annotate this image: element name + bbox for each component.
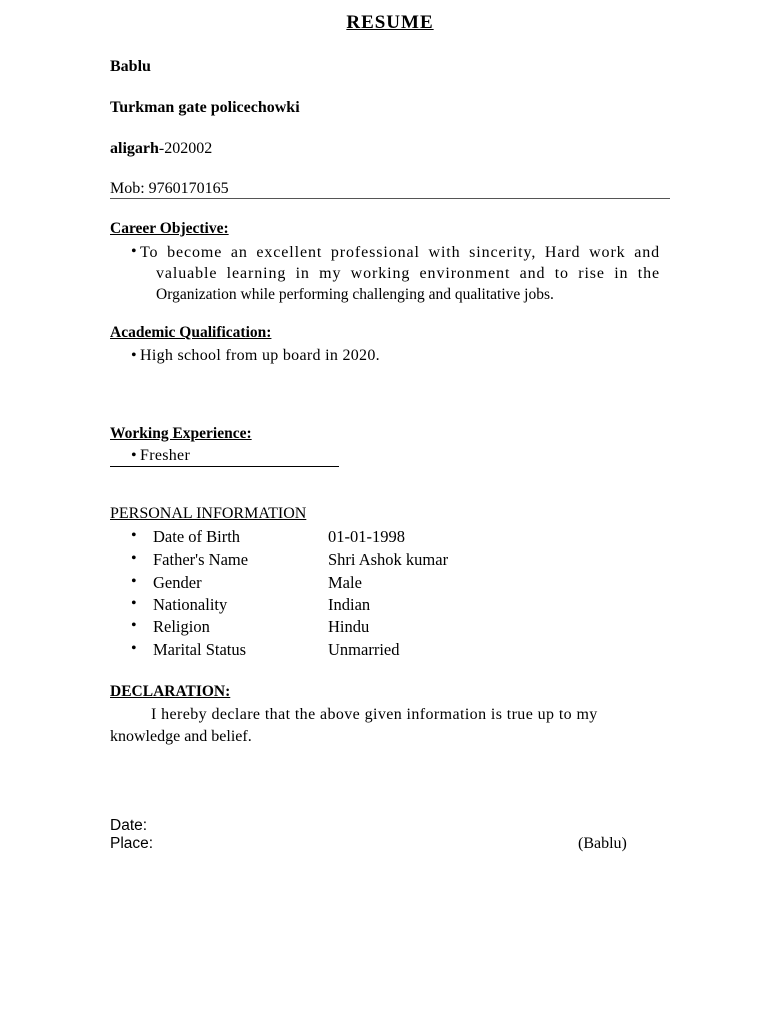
field-value: Shri Ashok kumar <box>328 550 449 569</box>
field-label: Gender <box>153 573 202 592</box>
career-objective-line: Organization while performing challenging and qualitative jobs. <box>156 286 554 303</box>
academic-bullet: • <box>131 347 137 364</box>
career-objective-text <box>140 242 660 305</box>
academic-item: High school from up board in 2020. <box>140 347 380 364</box>
date-label: Date: <box>110 817 148 834</box>
list-bullet: • <box>131 640 137 657</box>
field-label: Marital Status <box>153 640 247 659</box>
field-label: Religion <box>153 617 210 636</box>
experience-bullet: • <box>131 447 137 464</box>
signature-name: (Bablu) <box>578 835 627 852</box>
declaration-heading: DECLARATION: <box>110 683 231 700</box>
experience-item: Fresher <box>140 447 191 464</box>
city: aligarh <box>110 140 159 157</box>
resume-title: RESUME <box>346 12 434 33</box>
list-bullet: • <box>131 527 137 544</box>
career-objective-line: To become an excellent professional with sincerity, Hard work and <box>140 244 660 261</box>
address-line: Turkman gate policechowki <box>110 99 300 116</box>
list-bullet: • <box>131 550 137 567</box>
field-value: Hindu <box>328 617 370 636</box>
career-objective-line: valuable learning in my working environment and to rise in the <box>156 265 660 282</box>
personal-info-heading: PERSONAL INFORMATION <box>110 505 307 522</box>
field-value: Indian <box>328 595 371 614</box>
field-label: Date of Birth <box>153 527 241 546</box>
field-value: Unmarried <box>328 640 400 659</box>
career-objective-bullet: • <box>131 243 137 260</box>
academic-heading: Academic Qualification: <box>110 324 272 341</box>
city-pin <box>110 140 212 158</box>
mobile-number: Mob: 9760170165 <box>110 180 229 197</box>
declaration-text-line2: knowledge and belief. <box>110 728 252 745</box>
experience-heading: Working Experience: <box>110 425 252 442</box>
experience-underline <box>110 466 339 467</box>
place-label: Place: <box>110 835 154 852</box>
header-divider <box>110 198 670 199</box>
list-bullet: • <box>131 573 137 590</box>
list-bullet: • <box>131 595 137 612</box>
field-value: 01-01-1998 <box>328 527 405 546</box>
list-bullet: • <box>131 617 137 634</box>
field-value: Male <box>328 573 362 592</box>
declaration-text-line1: I hereby declare that the above given information is true up to my <box>151 706 598 723</box>
career-objective-heading: Career Objective: <box>110 220 229 237</box>
candidate-name: Bablu <box>110 58 151 75</box>
field-label: Nationality <box>153 595 228 614</box>
pin-code: -202002 <box>158 140 213 157</box>
field-label: Father's Name <box>153 550 249 569</box>
